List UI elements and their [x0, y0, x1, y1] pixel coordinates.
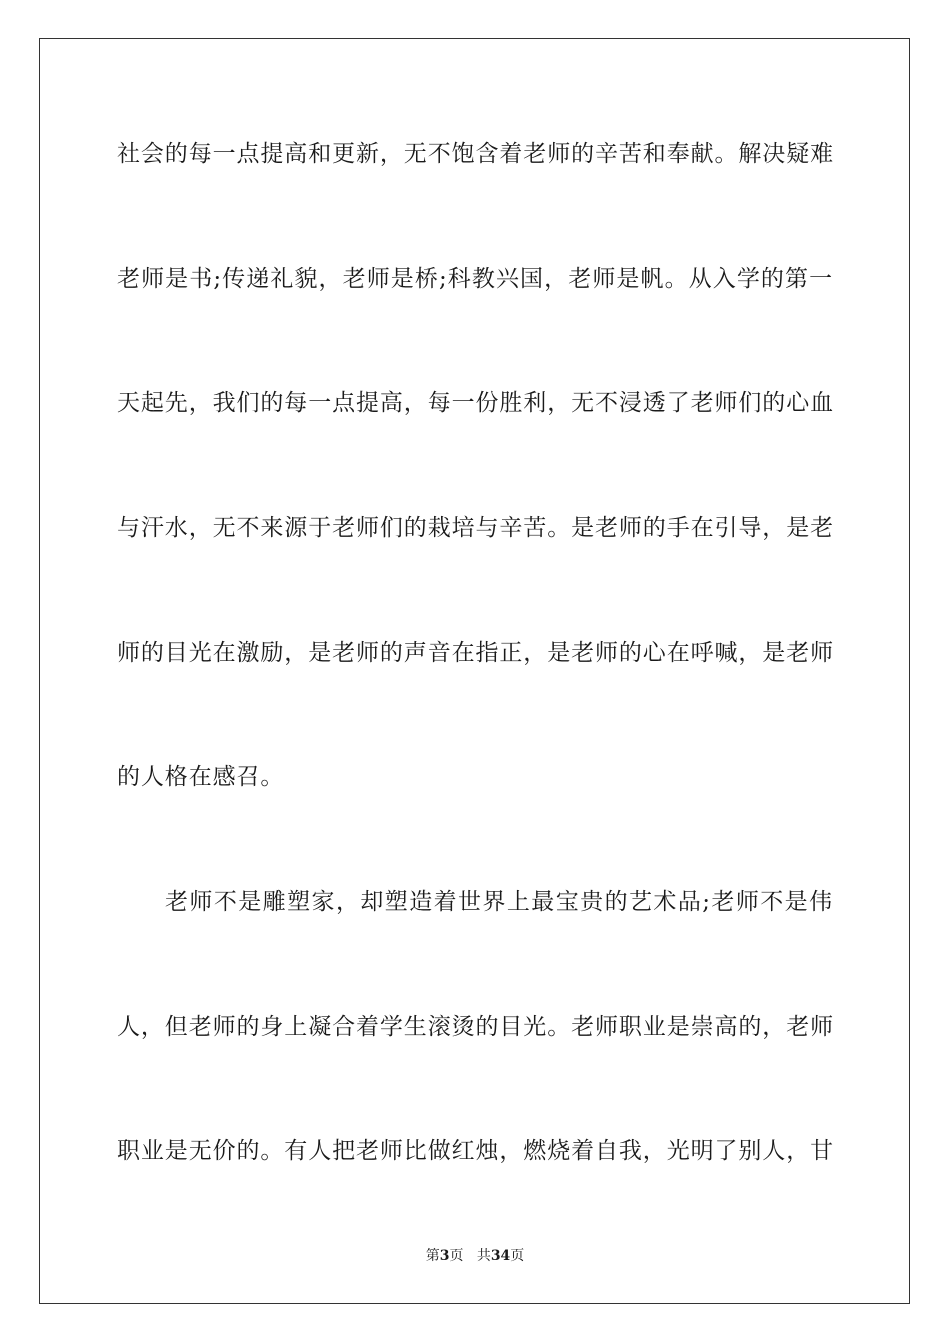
total-prefix: 共 [476, 1248, 491, 1264]
paragraph-2-line-2: 人，但老师的身上凝合着学生滚烫的目光。老师职业是崇高的，老师 [117, 1014, 834, 1040]
paragraph-2-line-3: 职业是无价的。有人把老师比做红烛，燃烧着自我，光明了别人，甘 [117, 1138, 834, 1164]
page-prefix: 第 [425, 1248, 440, 1264]
total-suffix: 页 [510, 1248, 525, 1264]
page-total: 34 [490, 1248, 511, 1264]
paragraph-2-line-1: 老师不是雕塑家，却塑造着世界上最宝贵的艺术品;老师不是伟 [165, 889, 833, 915]
page-suffix: 页 [449, 1248, 464, 1264]
paragraph-1-line-6: 的人格在感召。 [117, 764, 285, 790]
paragraph-1-line-1: 社会的每一点提高和更新，无不饱含着老师的辛苦和奉献。解决疑难 [117, 141, 834, 167]
page-number-footer [0, 1246, 950, 1266]
paragraph-1-line-4: 与汗水，无不来源于老师们的栽培与辛苦。是老师的手在引导，是老 [117, 515, 834, 541]
page-current: 3 [439, 1248, 450, 1264]
paragraph-1-line-2: 老师是书;传递礼貌，老师是桥;科教兴国，老师是帆。从入学的第一 [117, 266, 833, 292]
page-border [39, 38, 910, 1304]
paragraph-1-line-3: 天起先，我们的每一点提高，每一份胜利，无不浸透了老师们的心血 [117, 390, 834, 416]
paragraph-1-line-5: 师的目光在激励，是老师的声音在指正，是老师的心在呼喊，是老师 [117, 640, 834, 666]
